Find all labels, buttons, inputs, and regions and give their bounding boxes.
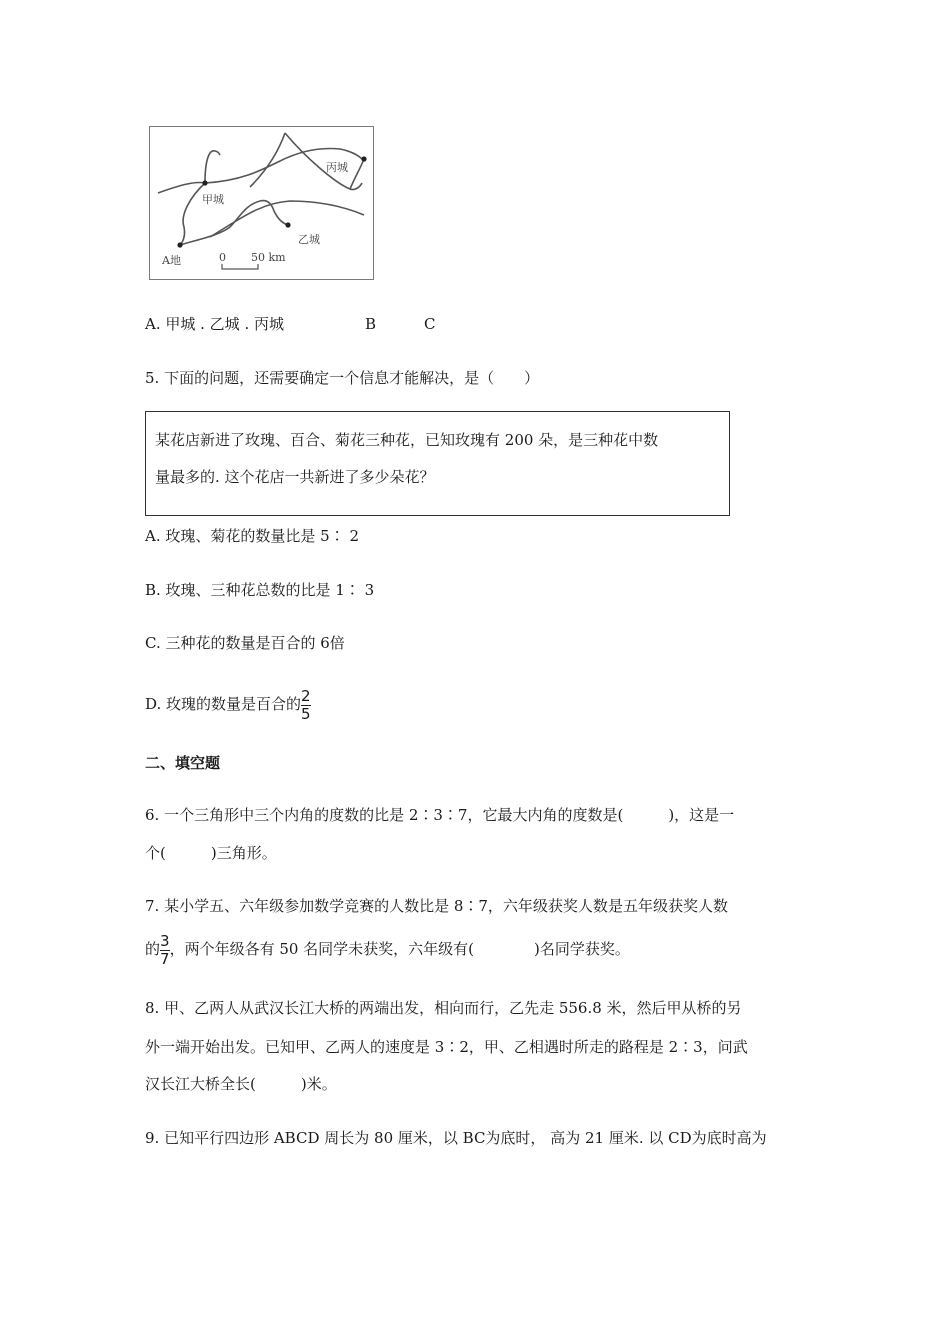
jia-city-dot	[202, 180, 207, 185]
a-place-label: A地	[162, 254, 181, 267]
q5-problem-box	[145, 411, 730, 516]
bing-city-dot	[361, 156, 366, 161]
scale-bar	[222, 264, 258, 269]
route-map-figure	[149, 126, 374, 280]
q5-option-d	[145, 686, 311, 723]
q8-line1: 8. 甲、乙两人从武汉长江大桥的两端出发，相向而行，乙先走 556.8 米，然后甲从桥的另	[145, 999, 742, 1017]
q5-option-b: B. 玫瑰、三种花总数的比是 1∶ 3	[145, 581, 375, 599]
q4-option-a: A. 甲城 . 乙城 . 丙城	[145, 315, 284, 333]
q5-stem: 5. 下面的问题，还需要确定一个信息才能解决，是（ ）	[145, 369, 540, 387]
scale-zero-label: 0	[219, 251, 226, 264]
q5-option-d-text: D. 玫瑰的数量是百合的	[145, 695, 302, 713]
q6-line1: 6. 一个三角形中三个内角的度数的比是 2∶3∶7，它最大内角的度数是( )，这是一	[145, 806, 735, 824]
q7-fraction	[160, 933, 170, 968]
bing-city-label: 丙城	[326, 161, 348, 174]
q7-line1: 7. 某小学五、六年级参加数学竞赛的人数比是 8∶7，六年级获奖人数是五年级获奖人数	[145, 897, 728, 915]
q7-line2-prefix: 的	[145, 940, 161, 958]
fraction-denominator: 5	[301, 704, 311, 723]
q5-option-c: C. 三种花的数量是百合的 6倍	[145, 634, 345, 652]
q5-option-a: A. 玫瑰、菊花的数量比是 5∶ 2	[145, 527, 359, 545]
q8-line2: 外一端开始出发。已知甲、乙两人的速度是 3∶2，甲、乙相遇时所走的路程是 2∶3，问武	[145, 1038, 748, 1056]
jia-city-label: 甲城	[202, 193, 224, 206]
fraction-denominator: 7	[160, 949, 170, 968]
q4-option-c: C	[424, 315, 436, 333]
q4-option-b: B	[365, 315, 377, 333]
yi-city-label: 乙城	[298, 233, 320, 246]
q9-line1: 9. 已知平行四边形 ABCD 周长为 80 厘米，以 BC为底时， 高为 21 厘米. 以 CD为底时高为	[145, 1129, 767, 1147]
q7-line2-suffix: ，两个年级各有 50 名同学未获奖，六年级有( )名同学获奖。	[169, 940, 630, 958]
map-road-south	[210, 201, 364, 237]
q7-line2	[145, 931, 630, 968]
q5-box-line2: 量最多的. 这个花店一共新进了多少朵花？	[155, 468, 435, 486]
fraction-numerator: 2	[301, 686, 311, 705]
map-road-north	[205, 151, 220, 183]
fraction-numerator: 3	[160, 931, 170, 950]
q8-line3: 汉长江大桥全长( )米。	[145, 1075, 337, 1093]
q5-box-line1: 某花店新进了玫瑰、百合、菊花三种花，已知玫瑰有 200 朵，是三种花中数	[155, 431, 659, 449]
section-title: 二、填空题	[145, 754, 221, 772]
a-place-dot	[177, 242, 182, 247]
scale-distance-label: 50 km	[251, 251, 286, 264]
q5-option-d-fraction	[301, 688, 311, 723]
yi-city-dot	[285, 222, 290, 227]
q6-line2: 个( )三角形。	[145, 844, 277, 862]
